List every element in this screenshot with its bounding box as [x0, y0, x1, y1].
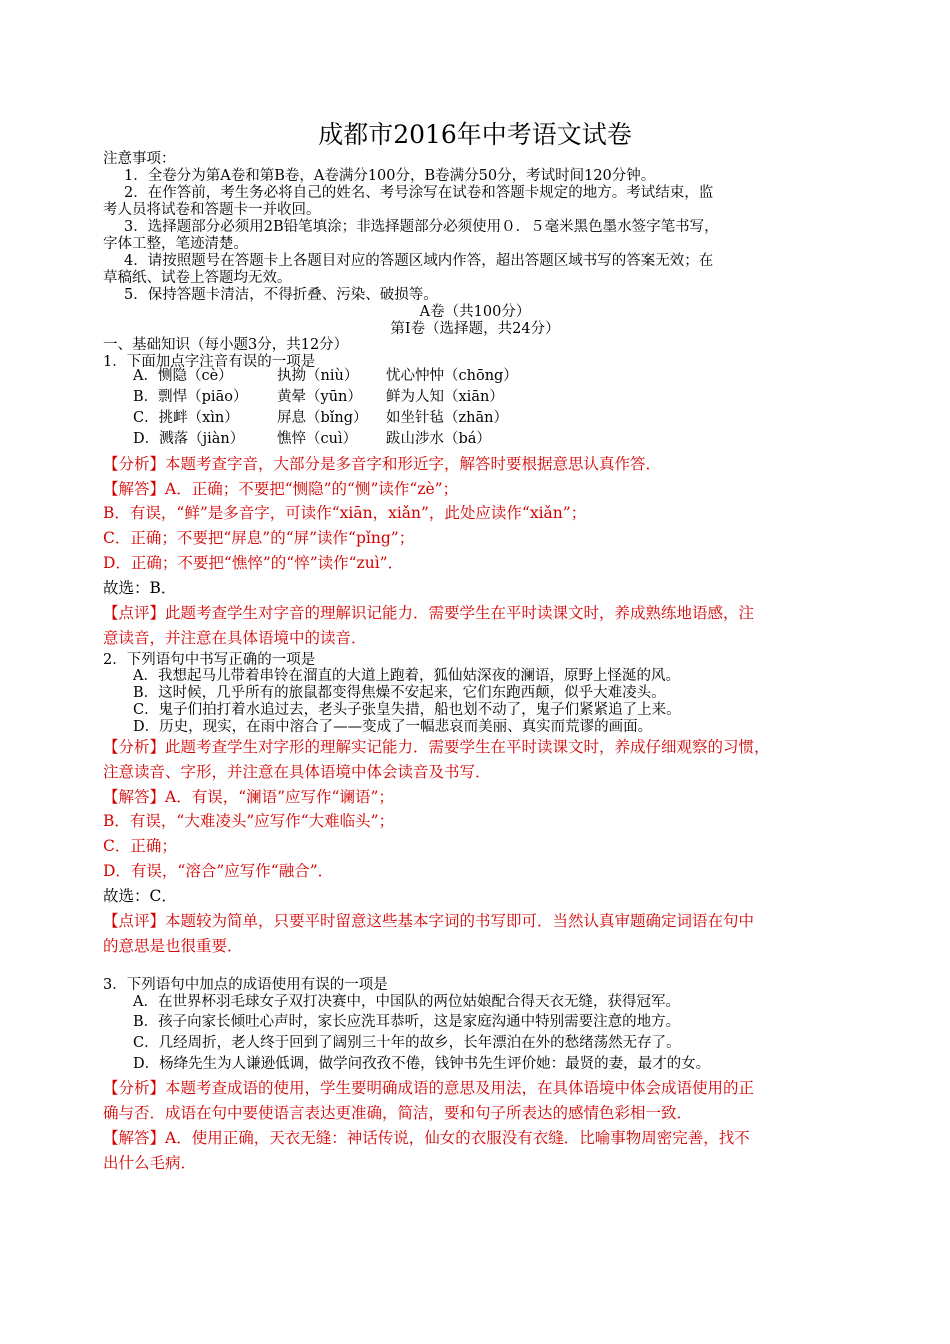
q1-choice: 故选：B．	[103, 579, 177, 597]
notice-item: 1．全卷分为第A卷和第B卷，A卷满分100分，B卷满分50分，考试时间120分钟。	[124, 168, 656, 184]
q2-stem: 2．下列语句中书写正确的一项是	[103, 652, 316, 668]
notice-item: 3．选择题部分必须用2B铅笔填涂；非选择题部分必须使用０．５毫米黑色墨水签字笔书写，	[124, 219, 719, 235]
q1-option-d-1: D．溅落（jiàn）	[133, 431, 245, 447]
q1-option-b-3: 鲜为人知（xiān）	[386, 389, 504, 405]
q1-option-c-1: C．挑衅（xìn）	[133, 410, 239, 426]
q1-answer-line: D．正确；不要把“憔悴”的“悴”读作“zuì”．	[103, 554, 404, 572]
q1-option-c-2: 屏息（bǐng）	[277, 410, 368, 426]
q2-option-d: D．历史，现实，在雨中溶合了——变成了一幅悲哀而美丽、真实而荒谬的画面。	[133, 719, 653, 735]
q1-analysis: 【分析】本题考查字音，大部分是多音字和形近字，解答时要根据意思认真作答．	[103, 455, 662, 473]
q1-option-a-3: 忧心忡忡（chōng）	[386, 368, 518, 384]
q1-option-c-3: 如坐针毡（zhān）	[386, 410, 508, 426]
q1-comment-line: 【点评】此题考查学生对字音的理解识记能力．需要学生在平时读课文时，养成熟练地语感，注	[103, 604, 755, 622]
q2-analysis-line: 注意读音、字形，并注意在具体语境中体会读音及书写．	[103, 763, 491, 781]
q2-answer-line: C．正确；	[103, 837, 177, 855]
q3-option-c: C．几经周折，老人终于回到了阔别三十年的故乡，长年漂泊在外的愁绪荡然无存了。	[133, 1035, 681, 1051]
q1-option-a-1: A．恻隐（cè）	[133, 368, 233, 384]
notice-heading: 注意事项：	[103, 151, 176, 167]
q3-analysis-line: 【分析】本题考查成语的使用，学生要明确成语的意思及用法，在具体语境中体会成语使用的正	[103, 1079, 755, 1097]
q2-option-b: B．这时候，几乎所有的旅鼠都变得焦燥不安起来，它们东跑西颠，似乎大难凌头。	[133, 685, 666, 701]
part-1-subheading: 一、基础知识（每小题3分，共12分）	[103, 337, 349, 353]
q2-comment-line: 的意思是也很重要．	[103, 937, 243, 955]
q2-option-c: C．鬼子们拍打着水追过去，老头子张皇失措，船也划不动了，鬼子们紧紧追了上来。	[133, 702, 681, 718]
page-title: 成都市2016年中考语文试卷	[318, 120, 632, 149]
q3-option-b: B．孩子向家长倾吐心声时，家长应洗耳恭听，这是家庭沟通中特别需要注意的地方。	[133, 1014, 681, 1030]
notice-item: 2．在作答前，考生务必将自己的姓名、考号涂写在试卷和答题卡规定的地方。考试结束，监	[124, 185, 714, 201]
q1-option-b-1: B．剽悍（piāo）	[133, 389, 248, 405]
q3-option-d: D．杨绛先生为人谦逊低调，做学问孜孜不倦，钱钟书先生评价她：最贤的妻，最才的女。	[133, 1056, 711, 1072]
q3-option-a: A．在世界杯羽毛球女子双打决赛中，中国队的两位姑娘配合得天衣无缝，获得冠军。	[133, 994, 680, 1010]
notice-item: 考人员将试卷和答题卡一并收回。	[103, 202, 321, 218]
q2-answer-line: D．有误，“溶合”应写作“融合”．	[103, 862, 334, 880]
notice-item: 字体工整，笔迹清楚。	[103, 236, 248, 252]
q2-option-a: A．我想起马儿带着串铃在溜直的大道上跑着，狐仙姑深夜的澜语，原野上怪涎的风。	[133, 668, 680, 684]
q3-answer-line: 【解答】A．使用正确，天衣无缝：神话传说，仙女的衣服没有衣缝．比喻事物周密完善，找不	[103, 1129, 750, 1147]
q3-stem: 3．下列语句中加点的成语使用有误的一项是	[103, 977, 388, 993]
part-1-heading: 第Ⅰ卷（选择题，共24分）	[390, 321, 560, 337]
q1-option-d-2: 憔悴（cuì）	[277, 431, 358, 447]
q2-choice: 故选：C．	[103, 887, 177, 905]
q3-answer-line: 出什么毛病．	[103, 1154, 197, 1172]
q1-comment-line: 意读音，并注意在具体语境中的读音．	[103, 629, 367, 647]
q2-answer-line: B．有误，“大难凌头”应写作“大难临头”；	[103, 812, 395, 830]
section-a-heading: A卷（共100分）	[419, 304, 531, 320]
q1-option-a-2: 执拗（niù）	[277, 368, 359, 384]
q2-comment-line: 【点评】本题较为简单，只要平时留意这些基本字词的书写即可．当然认真审题确定词语在句中	[103, 912, 755, 930]
notice-item: 草稿纸、试卷上答题均无效。	[103, 270, 292, 286]
q2-analysis-line: 【分析】此题考查学生对字形的理解实记能力．需要学生在平时读课文时，养成仔细观察的习惯，	[103, 738, 770, 756]
q2-answer-line: 【解答】A．有误，“澜语”应写作“谰语”；	[103, 788, 394, 806]
q3-analysis-line: 确与否．成语在句中要使语言表达更准确，简洁，要和句子所表达的感情色彩相一致．	[103, 1104, 693, 1122]
q1-answer-line: B．有误，“鲜”是多音字，可读作“xiān，xiǎn”，此处应读作“xiǎn”；	[103, 504, 587, 522]
q1-answer-line: C．正确；不要把“屏息”的“屏”读作“pǐng”；	[103, 529, 415, 547]
q1-option-b-2: 黄晕（yūn）	[277, 389, 362, 405]
notice-item: 4．请按照题号在答题卡上各题目对应的答题区域内作答，超出答题区域书写的答案无效；在	[124, 253, 714, 269]
q1-option-d-3: 跋山涉水（bá）	[386, 431, 491, 447]
q1-stem: 1．下面加点字注音有误的一项是	[103, 354, 316, 370]
notice-item: 5．保持答题卡清洁，不得折叠、污染、破损等。	[124, 287, 438, 303]
q1-answer-line: 【解答】A．正确；不要把“恻隐”的“恻”读作“zè”；	[103, 480, 459, 498]
